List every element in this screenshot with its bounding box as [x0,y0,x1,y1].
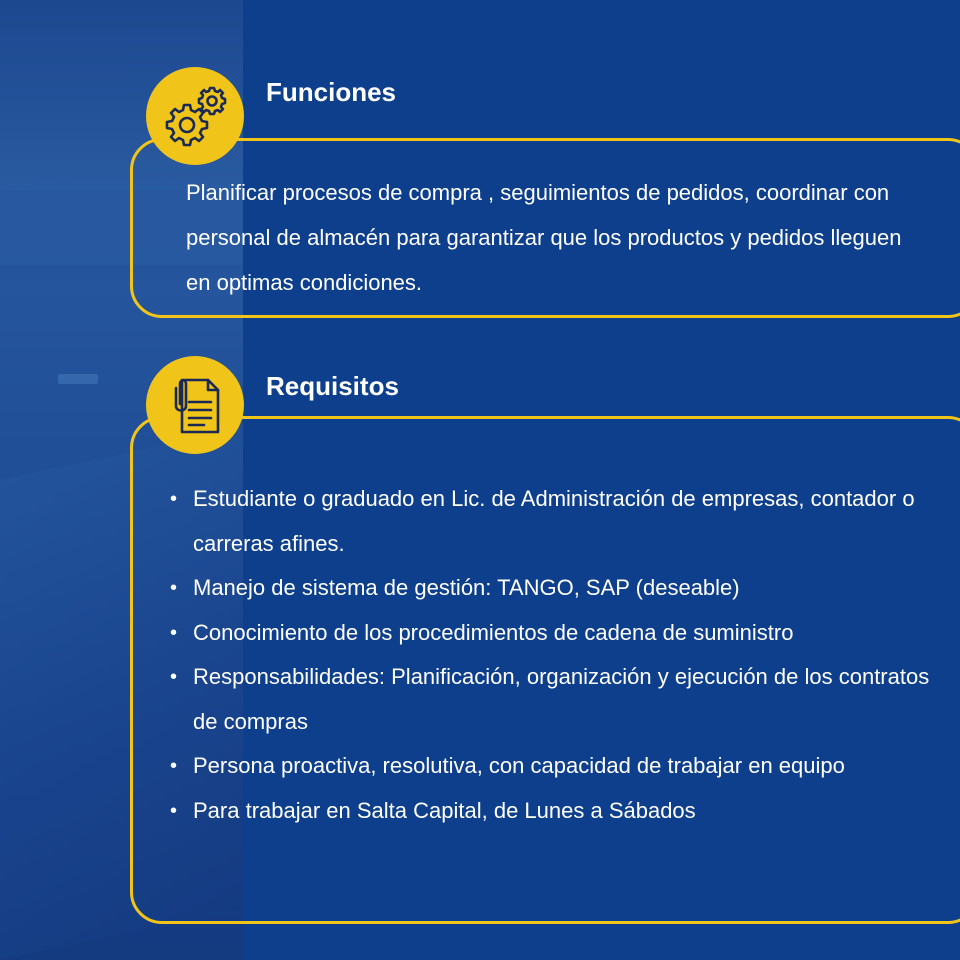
gears-icon [160,81,230,151]
funciones-text: Planificar procesos de compra , seguimientos de pedidos, coordinar con personal de almacén para garantizar que los productos y pedidos lleguen en optimas condiciones. [186,180,902,295]
list-item-text: Conocimiento de los procedimientos de cadena de suministro [193,619,794,645]
bullet-icon: • [170,488,178,510]
list-item [166,744,936,789]
bullet-icon: • [170,755,178,777]
list-item-text: Persona proactiva, resolutiva, con capacidad de trabajar en equipo [193,753,845,778]
list-item [166,789,936,834]
photo-vehicle [58,374,98,384]
list-item [166,655,936,744]
list-item [166,566,936,611]
bullet-icon: • [170,577,178,599]
bullet-icon: • [170,666,178,688]
bullet-icon: • [170,621,178,644]
requisitos-list [166,477,936,833]
funciones-title: Funciones [266,77,397,107]
funciones-badge [146,67,244,165]
bullet-icon: • [170,799,178,822]
requisitos-badge [146,356,244,454]
document-icon [162,372,228,438]
list-item-text: Estudiante o graduado en Lic. de Administración de empresas, contador o carreras afines. [193,486,915,556]
requisitos-title: Requisitos [266,371,399,401]
list-item-text: Para trabajar en Salta Capital, de Lunes a Sábados [193,797,696,823]
list-item-text: Responsabilidades: Planificación, organización y ejecución de los contratos de compras [193,664,930,734]
list-item [166,477,936,566]
list-item-text: Manejo de sistema de gestión: TANGO, SAP (deseable) [193,575,740,600]
list-item [166,611,936,656]
